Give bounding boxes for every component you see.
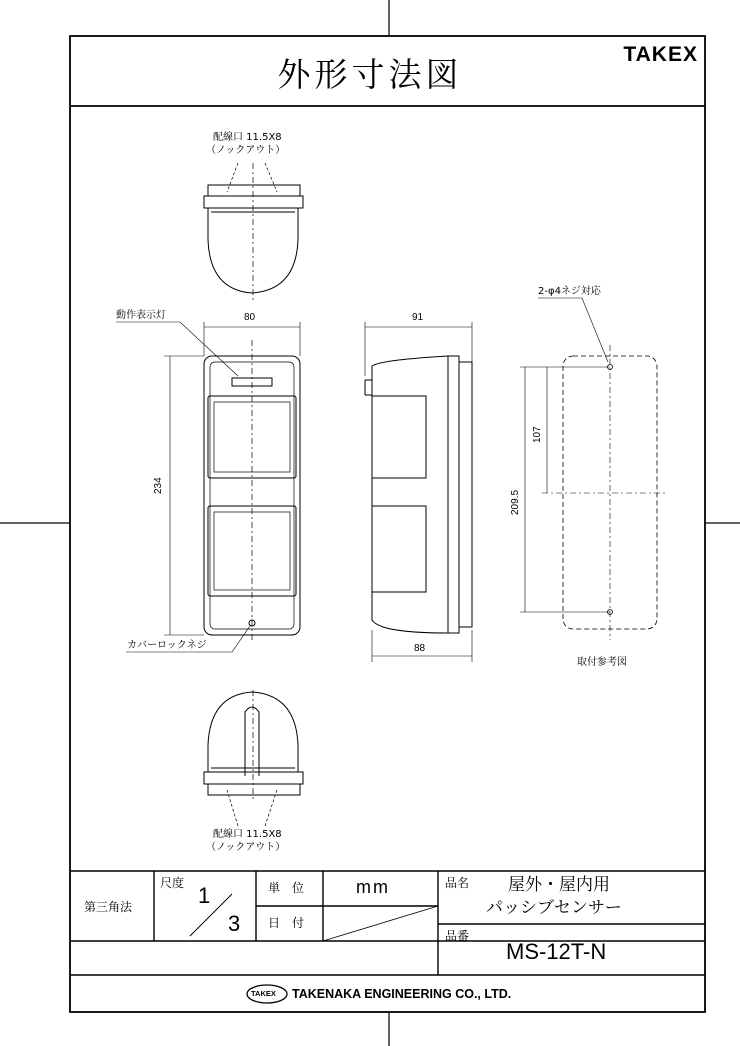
screw-spec-label: 2-φ4ネジ対応 [538,286,601,297]
wiring-port-top-label: 配線口 11.5X8 [213,132,282,143]
dim-width: 80 [244,312,256,323]
company-logo-text: TAKEX [251,989,276,998]
brand-logo: TAKEX [623,43,698,66]
dim-height: 234 [153,477,164,494]
mount-reference-view [520,298,666,640]
product-name-line2: パッシブセンサー [486,898,622,918]
date-label: 日 付 [268,916,305,930]
scale-label: 尺度 [160,876,185,890]
scale-denominator: 3 [228,911,241,936]
product-number-label: 品番 [445,929,470,943]
product-name-line1: 屋外・屋内用 [508,875,610,895]
page-title: 外形寸法図 [277,55,463,94]
indicator-lamp-label: 動作表示灯 [116,310,166,321]
company-name: TAKENAKA ENGINEERING CO., LTD. [292,987,512,1001]
unit-value: mm [356,877,390,897]
dim-total: 209.5 [510,489,521,515]
cover-lock-screw-label: カバーロックネジ [127,640,207,651]
dim-depth-top: 91 [412,312,424,323]
unit-label: 単 位 [268,881,305,895]
product-number: MS-12T-N [506,939,607,964]
wiring-port-top-sublabel: （ノックアウト） [206,145,286,156]
side-view [365,322,472,662]
front-view [116,322,300,652]
top-view [204,163,303,300]
projection-method: 第三角法 [84,900,133,914]
mount-reference-label: 取付参考図 [577,657,627,668]
product-name-label: 品名 [445,876,470,890]
wiring-port-bottom-label: 配線口 11.5X8 [213,829,282,840]
wiring-port-bottom-sublabel: （ノックアウト） [206,842,286,853]
dim-depth-bottom: 88 [414,643,426,654]
dim-pitch: 107 [532,426,543,443]
scale-numerator: 1 [198,883,211,908]
bottom-view [204,690,303,826]
